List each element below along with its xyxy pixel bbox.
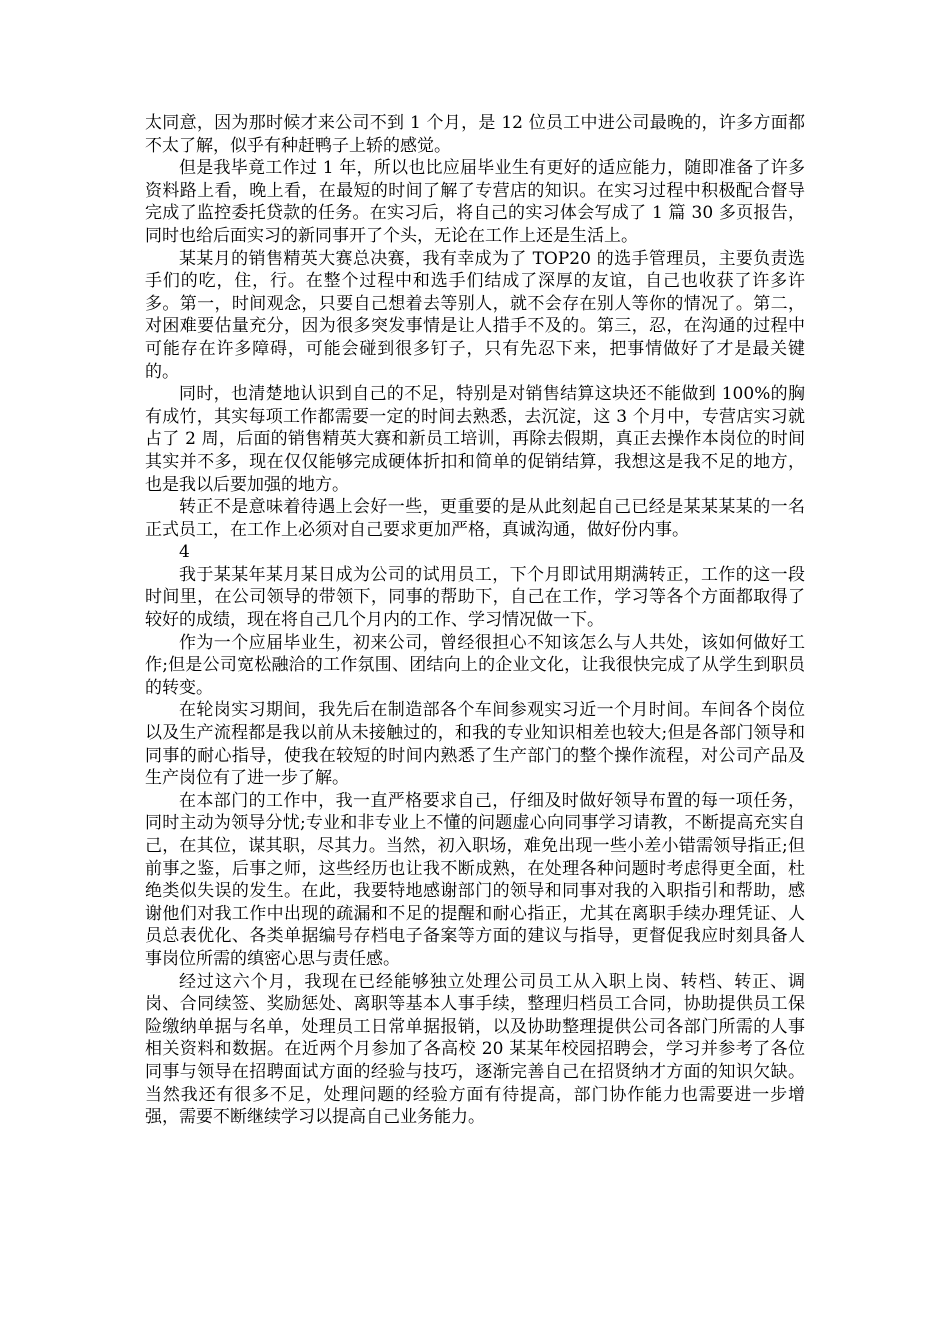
paragraph: 我于某某年某月某日成为公司的试用员工，下个月即试用期满转正，工作的这一段时间里，在公司领导的带领下，同事的帮助下，自己在工作，学习等各个方面都取得了较好的成绩，现在将自己几个月内的工作、学习情况做一下。 — [145, 564, 805, 631]
paragraph: 作为一个应届毕业生，初来公司，曾经很担心不知该怎么与人共处，该如何做好工作;但是公司宽松融洽的工作氛围、团结向上的企业文化，让我很快完成了从学生到职员的转变。 — [145, 632, 805, 698]
paragraph: 在本部门的工作中，我一直严格要求自己，仔细及时做好领导布置的每一项任务，同时主动为领导分忧;专业和非专业上不懂的问题虚心向同事学习请教，不断提高充实自己，在其位，谋其职，尽其力。当然，初入职场，难免出现一些小差小错需领导指正;但前事之鉴，后事之师，这些经历也让我不断成熟，在处理各种问题时考虑得更全面，杜绝类似失误的发生。在此，我要特地感谢部门的领导和同事对我的入职指引和帮助，感谢他们对我工作中出现的疏漏和不足的提醒和耐心指正，尤其在离职手续办理凭证、人员总表优化、各类单据编号存档电子备案等方面的建议与指导，更督促我应时刻具备人事岗位所需的缜密心思与责任感。 — [145, 790, 805, 969]
paragraph: 同时，也清楚地认识到自己的不足，特别是对销售结算这块还不能做到 100%的胸有成竹，其实每项工作都需要一定的时间去熟悉，去沉淀，这 3 个月中，专营店实习就占了 2 周，后面的销售精英大赛和新员工培训，再除去假期，真正去操作本岗位的时间其实并不多，现在仅仅能够完成硬体折扣和简单的促销结算，我想这是我不足的地方，也是我以后要加强的地方。 — [145, 384, 805, 495]
paragraph: 在轮岗实习期间，我先后在制造部各个车间参观实习近一个月时间。车间各个岗位以及生产流程都是我以前从未接触过的，和我的专业知识相差也较大;但是各部门领导和同事的耐心指导，使我在较短的时间内熟悉了生产部门的整个操作流程，对公司产品及生产岗位有了进一步了解。 — [145, 700, 805, 789]
section-number: 4 — [179, 542, 190, 563]
paragraph: 经过这六个月，我现在已经能够独立处理公司员工从入职上岗、转档、转正、调岗、合同续签、奖励惩处、离职等基本人事手续，整理归档员工合同，协助提供员工保险缴纳单据与名单，处理员工日常单据报销，以及协助整理提供公司各部门所需的人事相关资料和数据。在近两个月参加了各高校 20 某某年校园招聘会，学习并参考了各位同事与领导在招聘面试方面的经验与技巧，逐渐完善自己在招贤纳才方面的知识欠缺。当然我还有很多不足，处理问题的经验方面有待提高，部门协作能力也需要进一步增强，需要不断继续学习以提高自己业务能力。 — [145, 971, 805, 1128]
paragraph: 某某月的销售精英大赛总决赛，我有幸成为了 TOP20 的选手管理员，主要负责选手们的吃，住，行。在整个过程中和选手们结成了深厚的友谊，自己也收获了许多许多。第一，时间观念，只要自己想着去等别人，就不会存在别人等你的情况了。第二，对困难要估量充分，因为很多突发事情是让人措手不及的。第三，忍，在沟通的过程中可能存在许多障碍，可能会碰到很多钉子，只有先忍下来，把事情做好了才是最关键的。 — [145, 248, 805, 382]
paragraph-continuation: 太同意，因为那时候才来公司不到 1 个月，是 12 位员工中进公司最晚的，许多方面都不太了解，似乎有种赶鸭子上轿的感觉。 — [145, 113, 805, 156]
paragraph: 但是我毕竟工作过 1 年，所以也比应届毕业生有更好的适应能力，随即准备了许多资料路上看，晚上看，在最短的时间了解了专营店的知识。在实习过程中积极配合督导完成了监控委托贷款的任务。在实习后，将自己的实习体会写成了 1 篇 30 多页报告，同时也给后面实习的新同事开了个头，无论在工作上还是生活上。 — [145, 158, 805, 246]
paragraph: 转正不是意味着待遇上会好一些，更重要的是从此刻起自己已经是某某某某的一名正式员工，在工作上必须对自己要求更加严格，真诚沟通，做好份内事。 — [145, 497, 805, 540]
document-body — [145, 112, 805, 1129]
